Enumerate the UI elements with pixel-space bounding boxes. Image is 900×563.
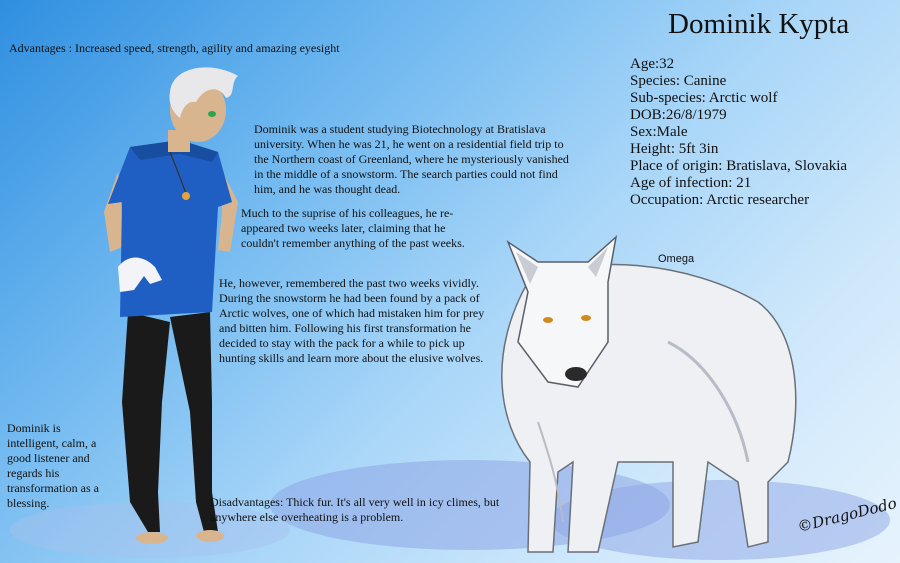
- backstory-paragraph: He, however, remembered the past two weeks vividly. During the snowstorm he had been found by a pack of Arctic wolves, one of which had mistaken him for prey and bitten him. Following his first transformation he decided to stay with the pack for a while to pick up hunting skills and learn more about the elusive wolves.: [219, 276, 485, 365]
- stat-height: Height: 5ft 3in: [630, 141, 719, 157]
- disadvantages-text: Disadvantages: Thick fur. It's all very well in icy climes, but anywhere else overheating is a problem.: [210, 495, 500, 524]
- stat-occupation: Occupation: Arctic researcher: [630, 192, 810, 208]
- stat-dob: DOB:26/8/1979: [630, 107, 727, 123]
- stat-sex: Sex:Male: [630, 124, 688, 140]
- stat-species: Species: Canine: [630, 73, 727, 89]
- advantages-text: Advantages : Increased speed, strength, agility and amazing eyesight: [9, 41, 340, 55]
- backstory-paragraph: Much to the suprise of his colleagues, he re-appeared two weeks later, claiming that he couldn't remember anything of the past weeks.: [241, 206, 465, 250]
- stat-sub-species: Sub-species: Arctic wolf: [630, 90, 778, 106]
- backstory-paragraph: Dominik was a student studying Biotechnology at Bratislava university. When he was 21, he went on a residential field trip to the Northern coast of Greenland, where he mysteriously vanished in the middle of a snowstorm. The search parties could not find him, and he was thought dead.: [254, 122, 569, 196]
- stat-age-of-infection: Age of infection: 21: [630, 175, 752, 191]
- character-stats: [630, 56, 847, 209]
- character-name: Dominik Kypta: [668, 8, 850, 40]
- personality-text: Dominik is intelligent, calm, a good listener and regards his transformation as a blessing.: [7, 421, 99, 510]
- stat-place-of-origin: Place of origin: Bratislava, Slovakia: [630, 158, 848, 174]
- wolf-label: Omega: [658, 253, 695, 265]
- stat-age: Age:32: [630, 56, 675, 72]
- artist-signature: ©DragoDodo: [795, 493, 899, 536]
